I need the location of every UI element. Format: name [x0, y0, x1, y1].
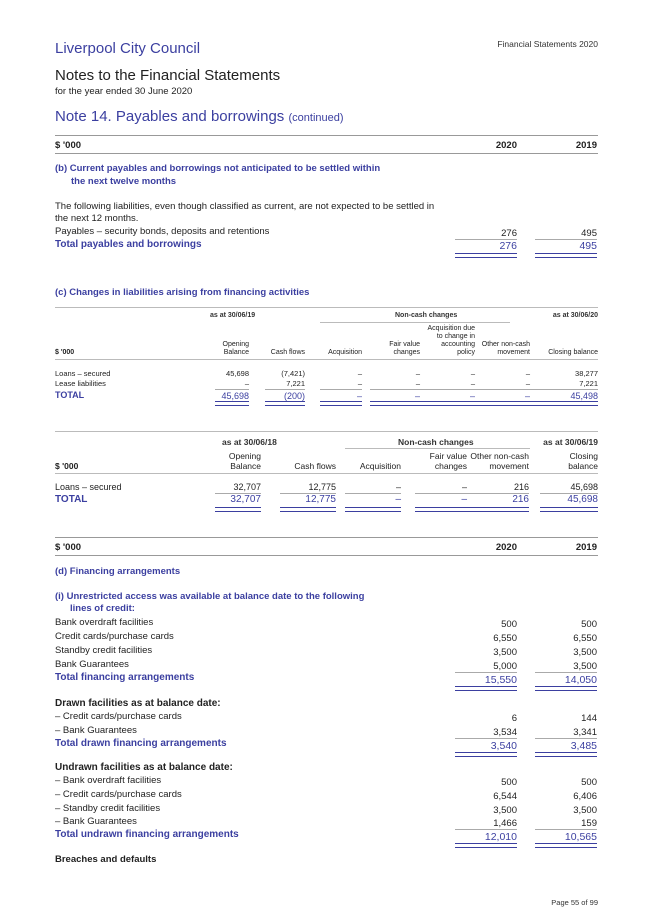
t1-subtotal-rule [370, 389, 420, 390]
b-total-2020: 276 [499, 240, 517, 252]
t2-subtotal-rule [215, 493, 261, 494]
t2-total-rule [215, 507, 261, 512]
t1-cell: – [415, 379, 420, 388]
t2-cell: 12,775 [305, 494, 336, 505]
section-b-para-cont: the next 12 months. [55, 213, 139, 224]
t2-cell: 216 [512, 494, 529, 505]
t1-cell: – [357, 369, 362, 378]
t1-cell: 38,277 [575, 369, 598, 378]
t1-cell: 7,221 [579, 379, 598, 388]
section-b-title: (b) Current payables and borrowings not anticipated to be settled within [55, 163, 381, 174]
t1-cell: – [469, 391, 475, 401]
double-rule [535, 752, 597, 757]
undrawn-row-label: – Standby credit facilities [55, 803, 161, 814]
total-financing-2020: 15,550 [484, 674, 517, 686]
total-drawn-2020: 3,540 [490, 740, 517, 752]
t1-h-ad4: policy [457, 349, 475, 356]
total-financing-2019: 14,050 [564, 674, 597, 686]
section-d-title: (d) Financing arrangements [55, 566, 181, 577]
t2-cell: – [395, 494, 401, 505]
t1-cell: (7,421) [281, 369, 305, 378]
t2-h-open2: Balance [230, 461, 261, 471]
t1-h-acq: Acquisition [328, 349, 362, 356]
facility-row-2020: 3,500 [493, 647, 517, 658]
total-drawn-2019: 3,485 [570, 740, 597, 752]
t1-h-cash: Cash flows [270, 349, 305, 356]
year-2019-2: 2019 [575, 542, 597, 553]
rule [535, 738, 597, 739]
t2-as-at-close: as at 30/06/19 [543, 437, 598, 447]
t1-h-fv1: Fair value [389, 341, 420, 348]
t2-h-fv2: changes [434, 461, 467, 471]
t2-row-label: TOTAL [55, 494, 88, 505]
t1-cell: – [415, 369, 420, 378]
t2-subtotal-rule [345, 493, 401, 494]
t1-subtotal-rule [530, 389, 598, 390]
t1-total-rule [420, 401, 475, 406]
t1-total-rule [370, 401, 420, 406]
section-d-i-title-cont: lines of credit: [70, 603, 135, 614]
org-name: Liverpool City Council [55, 40, 201, 57]
t1-cell: – [470, 369, 475, 378]
t1-cell: – [244, 379, 249, 388]
undrawn-row-label: – Bank Guarantees [55, 816, 137, 827]
t1-cell: (200) [283, 391, 305, 401]
double-rule [455, 752, 517, 757]
note-continued: (continued) [288, 112, 344, 124]
t2-total-rule [467, 507, 529, 512]
t2-total-rule [540, 507, 598, 512]
double-rule [455, 686, 517, 691]
t1-as-at-close: as at 30/06/20 [552, 312, 598, 319]
t1-cell: – [524, 391, 530, 401]
t1-h-close: Closing balance [548, 349, 598, 356]
t1-subtotal-rule [420, 389, 475, 390]
facility-row-2019: 3,500 [573, 647, 597, 658]
t1-as-at-open: as at 30/06/19 [210, 312, 256, 319]
total-undrawn-label: Total undrawn financing arrangements [55, 829, 239, 840]
t2-cell: – [461, 494, 467, 505]
doc-title: Financial Statements 2020 [497, 39, 598, 49]
t2-h-close1: Closing [569, 451, 598, 461]
drawn-row-label: – Credit cards/purchase cards [55, 711, 182, 722]
t2-h-acq: Acquisition [359, 461, 401, 471]
t1-subtotal-rule [265, 389, 305, 390]
t2-total-rule [415, 507, 467, 512]
t2-subtotal-rule [467, 493, 529, 494]
undrawn-heading: Undrawn facilities as at balance date: [55, 762, 233, 773]
t2-cell: 45,698 [570, 482, 598, 492]
breaches-heading: Breaches and defaults [55, 854, 157, 865]
t2-total-rule [280, 507, 336, 512]
t1-cell: – [356, 391, 362, 401]
facility-row-2020: 5,000 [493, 661, 517, 672]
page-number: Page 55 of 99 [551, 898, 598, 907]
t1-subtotal-rule [320, 389, 362, 390]
t2-h-oth1: Other non-cash [470, 451, 529, 461]
year-2020: 2020 [495, 140, 517, 151]
note-title: Note 14. Payables and borrowings [55, 108, 285, 125]
undrawn-row-2020: 6,544 [493, 791, 517, 802]
total-undrawn-2020: 12,010 [484, 831, 517, 843]
b-row-2019: 495 [581, 228, 597, 239]
t1-h-ad1: Acquisition due [427, 325, 475, 332]
drawn-row-2019: 3,341 [573, 727, 597, 738]
drawn-row-2020: 6 [511, 713, 517, 724]
t1-h-oth2: movement [497, 349, 530, 356]
t1-noncash-header: Non-cash changes [395, 312, 458, 319]
t1-total-rule [475, 401, 530, 406]
undrawn-row-2019: 159 [581, 818, 597, 829]
drawn-heading: Drawn facilities as at balance date: [55, 698, 221, 709]
t2-h-open1: Opening [228, 451, 261, 461]
b-row-label: Payables – security bonds, deposits and retentions [55, 226, 270, 237]
unit-label: $ '000 [55, 140, 82, 151]
t1-total-rule [265, 401, 305, 406]
rule [455, 738, 517, 739]
t2-as-at-open: as at 30/06/18 [222, 437, 277, 447]
t1-cell: – [357, 379, 362, 388]
facility-row-2020: 500 [501, 619, 517, 630]
year-2019: 2019 [575, 140, 597, 151]
facility-row-2019: 500 [581, 619, 597, 630]
t1-row-label: Loans – secured [55, 369, 111, 378]
t2-row-label: Loans – secured [55, 482, 122, 492]
t2-h-close2: balance [568, 461, 598, 471]
t1-subtotal-rule [475, 389, 530, 390]
section-b-para: The following liabilities, even though classified as current, are not expected to be settled in [55, 201, 435, 212]
double-rule [535, 686, 597, 691]
t2-subtotal-rule [280, 493, 336, 494]
t1-total-rule [320, 401, 362, 406]
t2-total-rule [345, 507, 401, 512]
section-c-title: (c) Changes in liabilities arising from financing activities [55, 287, 310, 298]
t1-total-rule [530, 401, 598, 406]
facility-row-label: Bank Guarantees [55, 659, 129, 670]
t2-cell: – [395, 482, 401, 492]
unit-label-2: $ '000 [55, 542, 82, 553]
facility-row-label: Bank overdraft facilities [55, 617, 154, 628]
t2-subtotal-rule [415, 493, 467, 494]
t2-subtotal-rule [540, 493, 598, 494]
t1-subtotal-rule [215, 389, 249, 390]
note-heading [55, 108, 344, 125]
total-undrawn-2019: 10,565 [564, 831, 597, 843]
total-drawn-label: Total drawn financing arrangements [55, 738, 227, 749]
rule [535, 672, 597, 673]
t1-h-fv2: changes [393, 349, 420, 356]
undrawn-row-2020: 500 [501, 777, 517, 788]
b-total-2019: 495 [579, 240, 597, 252]
t2-cell: 216 [513, 482, 529, 492]
t2-cell: 45,698 [567, 494, 598, 505]
t1-cell: – [525, 379, 530, 388]
t2-noncash-header: Non-cash changes [398, 437, 474, 447]
undrawn-row-2020: 3,500 [493, 805, 517, 816]
t2-h-oth2: movement [489, 461, 529, 471]
t1-h-oth1: Other non-cash [481, 341, 530, 348]
rule [455, 672, 517, 673]
undrawn-row-2019: 3,500 [573, 805, 597, 816]
t1-total-rule [215, 401, 249, 406]
t1-cell: 7,221 [286, 379, 305, 388]
t1-unit: $ '000 [55, 349, 75, 356]
total-financing-label: Total financing arrangements [55, 672, 195, 683]
rule [535, 829, 597, 830]
b-total-label: Total payables and borrowings [55, 239, 202, 250]
facility-row-label: Credit cards/purchase cards [55, 631, 174, 642]
undrawn-row-2020: 1,466 [493, 818, 517, 829]
t2-cell: 32,707 [230, 494, 261, 505]
facility-row-2019: 3,500 [573, 661, 597, 672]
t2-h-fv1: Fair value [429, 451, 467, 461]
t1-cell: – [525, 369, 530, 378]
t1-cell: 45,698 [221, 391, 249, 401]
facility-row-2019: 6,550 [573, 633, 597, 644]
t1-h-open1: Opening [222, 341, 249, 348]
undrawn-row-2019: 6,406 [573, 791, 597, 802]
undrawn-row-2019: 500 [581, 777, 597, 788]
undrawn-row-label: – Credit cards/purchase cards [55, 789, 182, 800]
t1-cell: – [470, 379, 475, 388]
t2-h-cash: Cash flows [294, 461, 336, 471]
drawn-row-2019: 144 [581, 713, 597, 724]
t1-cell: 45,498 [570, 391, 598, 401]
drawn-row-2020: 3,534 [493, 727, 517, 738]
b-row-2020: 276 [501, 228, 517, 239]
t1-h-ad2: to change in [436, 333, 475, 340]
undrawn-row-label: – Bank overdraft facilities [55, 775, 162, 786]
t1-h-ad3: accounting [441, 341, 475, 348]
facility-row-label: Standby credit facilities [55, 645, 153, 656]
page-subtitle: for the year ended 30 June 2020 [55, 86, 193, 97]
t2-cell: 12,775 [308, 482, 336, 492]
drawn-row-label: – Bank Guarantees [55, 725, 137, 736]
section-b-title-cont: the next twelve months [71, 176, 177, 187]
rule [455, 829, 517, 830]
t1-row-label: Lease liabilities [55, 379, 106, 388]
t2-cell: – [461, 482, 467, 492]
t2-cell: 32,707 [233, 482, 261, 492]
double-rule [455, 843, 517, 848]
page-title: Notes to the Financial Statements [55, 67, 281, 84]
year-2020-2: 2020 [495, 542, 517, 553]
t1-h-open2: Balance [223, 349, 249, 356]
double-rule [535, 843, 597, 848]
section-d-i-title: (i) Unrestricted access was available at balance date to the following [55, 591, 365, 602]
t1-cell: 45,698 [226, 369, 249, 378]
facility-row-2020: 6,550 [493, 633, 517, 644]
t2-unit: $ '000 [55, 461, 79, 471]
t1-row-label: TOTAL [55, 390, 85, 400]
t1-cell: – [414, 391, 420, 401]
